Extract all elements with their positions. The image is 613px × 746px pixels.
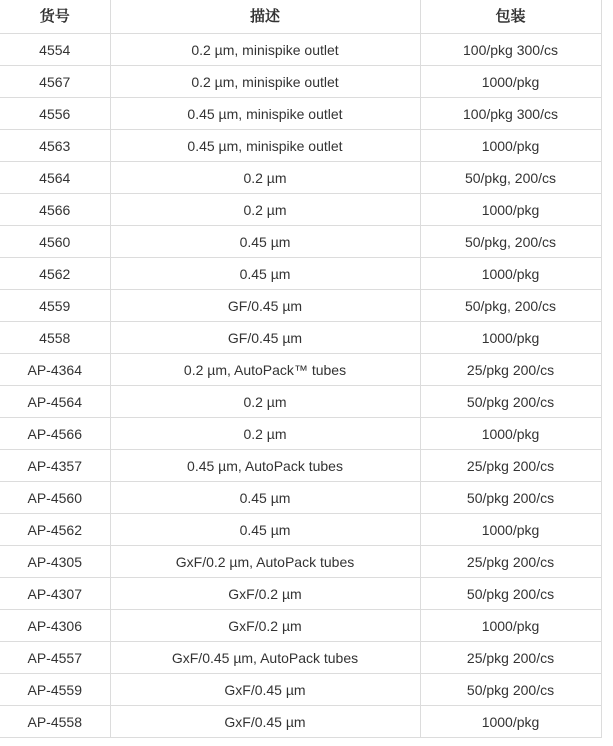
description-cell: 0.2 µm xyxy=(110,194,420,226)
description-cell: GxF/0.2 µm xyxy=(110,578,420,610)
part-number-cell: AP-4557 xyxy=(0,642,110,674)
table-row xyxy=(0,642,601,674)
table-row xyxy=(0,226,601,258)
part-number-cell: AP-4307 xyxy=(0,578,110,610)
table-row xyxy=(0,290,601,322)
description-cell: 0.45 µm xyxy=(110,482,420,514)
packaging-cell: 100/pkg 300/cs xyxy=(420,98,601,130)
table-row xyxy=(0,386,601,418)
part-number-cell: 4558 xyxy=(0,322,110,354)
packaging-cell: 50/pkg, 200/cs xyxy=(420,162,601,194)
part-number-cell: AP-4562 xyxy=(0,514,110,546)
packaging-cell: 1000/pkg xyxy=(420,66,601,98)
table-row xyxy=(0,258,601,290)
packaging-cell: 25/pkg 200/cs xyxy=(420,546,601,578)
table-row xyxy=(0,162,601,194)
table-row xyxy=(0,450,601,482)
packaging-cell: 50/pkg 200/cs xyxy=(420,386,601,418)
description-cell: 0.45 µm xyxy=(110,514,420,546)
description-cell: GxF/0.45 µm xyxy=(110,706,420,738)
description-cell: GxF/0.45 µm, AutoPack tubes xyxy=(110,642,420,674)
packaging-cell: 1000/pkg xyxy=(420,514,601,546)
description-cell: GF/0.45 µm xyxy=(110,290,420,322)
table-row xyxy=(0,322,601,354)
packaging-cell: 50/pkg, 200/cs xyxy=(420,290,601,322)
part-number-cell: 4559 xyxy=(0,290,110,322)
description-cell: GxF/0.2 µm, AutoPack tubes xyxy=(110,546,420,578)
part-number-cell: AP-4564 xyxy=(0,386,110,418)
description-cell: GxF/0.2 µm xyxy=(110,610,420,642)
table-body xyxy=(0,34,601,738)
description-cell: GF/0.45 µm xyxy=(110,322,420,354)
header-part-number: 货号 xyxy=(0,0,110,34)
table-row xyxy=(0,546,601,578)
part-number-cell: 4554 xyxy=(0,34,110,66)
packaging-cell: 50/pkg, 200/cs xyxy=(420,226,601,258)
part-number-cell: 4567 xyxy=(0,66,110,98)
table-row xyxy=(0,66,601,98)
table-row xyxy=(0,34,601,66)
packaging-cell: 1000/pkg xyxy=(420,418,601,450)
part-number-cell: 4556 xyxy=(0,98,110,130)
part-number-cell: AP-4305 xyxy=(0,546,110,578)
description-cell: 0.2 µm, minispike outlet xyxy=(110,34,420,66)
packaging-cell: 1000/pkg xyxy=(420,258,601,290)
description-cell: 0.45 µm, minispike outlet xyxy=(110,98,420,130)
table-row xyxy=(0,610,601,642)
packaging-cell: 1000/pkg xyxy=(420,194,601,226)
table-row xyxy=(0,354,601,386)
header-packaging: 包装 xyxy=(420,0,601,34)
table-row xyxy=(0,706,601,738)
packaging-cell: 25/pkg 200/cs xyxy=(420,450,601,482)
part-number-cell: 4560 xyxy=(0,226,110,258)
header-row xyxy=(0,0,601,34)
table-row xyxy=(0,194,601,226)
part-number-cell: AP-4566 xyxy=(0,418,110,450)
table-row xyxy=(0,98,601,130)
table-row xyxy=(0,674,601,706)
part-number-cell: AP-4364 xyxy=(0,354,110,386)
part-number-cell: 4562 xyxy=(0,258,110,290)
part-number-cell: AP-4558 xyxy=(0,706,110,738)
packaging-cell: 100/pkg 300/cs xyxy=(420,34,601,66)
table-row xyxy=(0,130,601,162)
packaging-cell: 1000/pkg xyxy=(420,322,601,354)
table-row xyxy=(0,482,601,514)
packaging-cell: 1000/pkg xyxy=(420,130,601,162)
description-cell: 0.45 µm, minispike outlet xyxy=(110,130,420,162)
part-number-cell: AP-4560 xyxy=(0,482,110,514)
part-number-cell: 4566 xyxy=(0,194,110,226)
packaging-cell: 25/pkg 200/cs xyxy=(420,354,601,386)
part-number-cell: AP-4559 xyxy=(0,674,110,706)
description-cell: GxF/0.45 µm xyxy=(110,674,420,706)
part-number-cell: 4563 xyxy=(0,130,110,162)
part-number-cell: 4564 xyxy=(0,162,110,194)
packaging-cell: 25/pkg 200/cs xyxy=(420,642,601,674)
table-header xyxy=(0,0,601,34)
table-row xyxy=(0,578,601,610)
part-number-cell: AP-4357 xyxy=(0,450,110,482)
packaging-cell: 1000/pkg xyxy=(420,706,601,738)
table-row xyxy=(0,418,601,450)
table-row xyxy=(0,514,601,546)
description-cell: 0.2 µm xyxy=(110,162,420,194)
description-cell: 0.45 µm, AutoPack tubes xyxy=(110,450,420,482)
description-cell: 0.45 µm xyxy=(110,258,420,290)
description-cell: 0.2 µm xyxy=(110,418,420,450)
description-cell: 0.2 µm, minispike outlet xyxy=(110,66,420,98)
description-cell: 0.2 µm, AutoPack™ tubes xyxy=(110,354,420,386)
description-cell: 0.2 µm xyxy=(110,386,420,418)
header-description: 描述 xyxy=(110,0,420,34)
packaging-cell: 1000/pkg xyxy=(420,610,601,642)
packaging-cell: 50/pkg 200/cs xyxy=(420,578,601,610)
packaging-cell: 50/pkg 200/cs xyxy=(420,482,601,514)
part-number-cell: AP-4306 xyxy=(0,610,110,642)
description-cell: 0.45 µm xyxy=(110,226,420,258)
packaging-cell: 50/pkg 200/cs xyxy=(420,674,601,706)
